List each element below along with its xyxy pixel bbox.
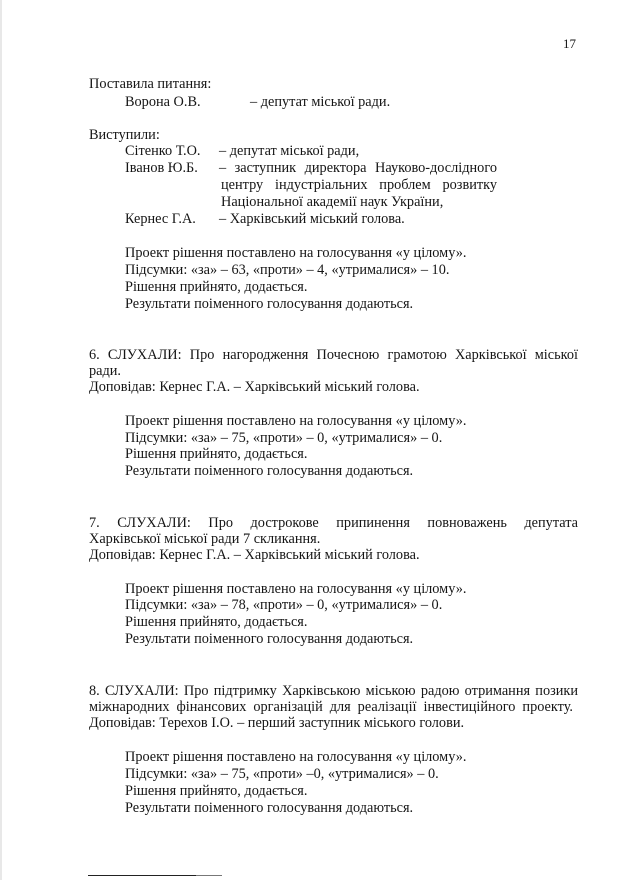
page-number: 17	[563, 36, 576, 51]
vote-proposal: Проект рішення поставлено на голосування «у цілому».	[125, 245, 467, 261]
speaker-name: Кернес Г.А.	[125, 211, 196, 227]
vote-results: Підсумки: «за» – 75, «проти» –0, «утрималися» – 0.	[125, 766, 439, 782]
vote-decision: Рішення прийнято, додається.	[125, 614, 308, 630]
speaker-role-cont: Національної академії наук України,	[221, 194, 444, 210]
footer-rule-faint	[196, 875, 222, 876]
vote-decision: Рішення прийнято, додається.	[125, 446, 308, 462]
vote-results: Підсумки: «за» – 78, «проти» – 0, «утрималися» – 0.	[125, 597, 443, 613]
agenda-item-heading: 8. СЛУХАЛИ: Про підтримку Харківською міською радою отримання позики	[89, 683, 578, 699]
speaker-name: Іванов Ю.Б.	[125, 160, 198, 176]
reporter-line: Доповідав: Терехов І.О. – перший заступник міського голови.	[89, 715, 465, 731]
question-heading: Поставила питання:	[89, 76, 212, 92]
speaker-role: – Харківський міський голова.	[219, 211, 405, 227]
vote-roll-call: Результати поіменного голосування додаються.	[125, 296, 414, 312]
questioner-name: Ворона О.В.	[125, 94, 201, 110]
vote-proposal: Проект рішення поставлено на голосування «у цілому».	[125, 749, 467, 765]
speaker-role: – депутат міської ради,	[219, 143, 360, 159]
speaker-role: – заступник директора Науково-дослідного	[219, 160, 497, 176]
agenda-item-heading-cont: ради.	[89, 363, 121, 379]
agenda-item-heading: 6. СЛУХАЛИ: Про нагородження Почесною грамотою Харківської міської	[89, 347, 578, 363]
footer-rule	[88, 875, 196, 876]
agenda-item-heading: 7. СЛУХАЛИ: Про дострокове припинення повноважень депутата	[89, 515, 578, 531]
vote-proposal: Проект рішення поставлено на голосування «у цілому».	[125, 581, 467, 597]
speakers-heading: Виступили:	[89, 127, 160, 143]
speaker-name: Сітенко Т.О.	[125, 143, 201, 159]
questioner-role: – депутат міської ради.	[250, 94, 391, 110]
reporter-line: Доповідав: Кернес Г.А. – Харківський міський голова.	[89, 547, 420, 563]
agenda-item-heading-cont: міжнародних фінансових організацій для реалізації інвестиційного проекту.	[89, 699, 573, 715]
scan-edge	[0, 0, 2, 880]
vote-proposal: Проект рішення поставлено на голосування «у цілому».	[125, 413, 467, 429]
agenda-item-heading-cont: Харківської міської ради 7 скликання.	[89, 531, 321, 547]
vote-roll-call: Результати поіменного голосування додаються.	[125, 800, 414, 816]
speaker-role-cont: центру індустріальних проблем розвитку	[221, 177, 497, 193]
vote-results: Підсумки: «за» – 63, «проти» – 4, «утрималися» – 10.	[125, 262, 450, 278]
vote-decision: Рішення прийнято, додається.	[125, 783, 308, 799]
vote-roll-call: Результати поіменного голосування додаються.	[125, 631, 414, 647]
vote-results: Підсумки: «за» – 75, «проти» – 0, «утрималися» – 0.	[125, 430, 443, 446]
vote-roll-call: Результати поіменного голосування додаються.	[125, 463, 414, 479]
vote-decision: Рішення прийнято, додається.	[125, 279, 308, 295]
reporter-line: Доповідав: Кернес Г.А. – Харківський міський голова.	[89, 379, 420, 395]
